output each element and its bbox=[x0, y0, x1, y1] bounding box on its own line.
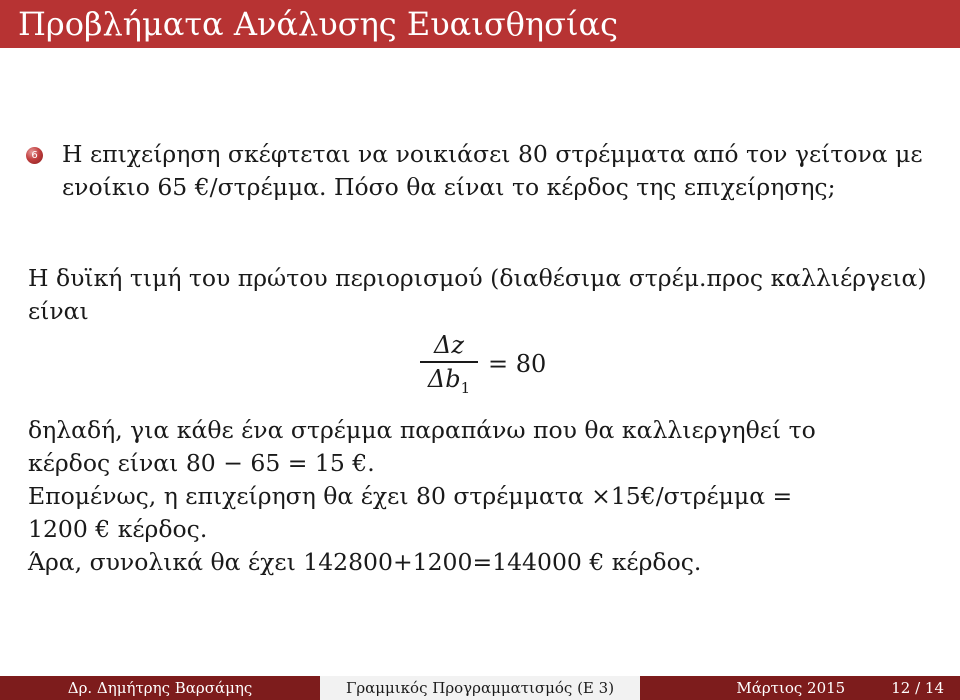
formula-dual-price bbox=[420, 326, 546, 402]
fraction-denominator bbox=[422, 363, 476, 397]
footer-page-number: 12 / 14 bbox=[891, 679, 944, 697]
paragraph-line: Επομένως, η επιχείρηση θα έχει 80 στρέμματα ×15€/στρέμμα = bbox=[28, 482, 793, 510]
item-number-bullet: 6 bbox=[26, 147, 43, 164]
slide-footer bbox=[0, 676, 960, 700]
item-text: Η επιχείρηση σκέφτεται να νοικιάσει 80 στρέμματα από τον γείτονα με ενοίκιο 65 €/στρέμμα. Πόσο θα είναι το κέρδος της επιχείρησης; bbox=[62, 140, 923, 201]
enumerated-item bbox=[31, 138, 932, 204]
formula-equals-value: = 80 bbox=[488, 350, 547, 378]
paragraph-dual-price: Η δυϊκή τιμή του πρώτου περιορισμού (διαθέσιμα στρέμ.προς καλλιέργεια) είναι bbox=[28, 264, 927, 325]
paragraph-line: Άρα, συνολικά θα έχει 142800+1200=144000 € κέρδος. bbox=[28, 548, 702, 576]
paragraph-profit bbox=[28, 414, 932, 579]
denominator-base: Δb bbox=[427, 364, 461, 393]
footer-right bbox=[640, 676, 960, 700]
slide-title-bar bbox=[0, 0, 960, 48]
paragraph-line: 1200 € κέρδος. bbox=[28, 515, 208, 543]
slide-title: Προβλήματα Ανάλυσης Ευαισθησίας bbox=[18, 5, 619, 43]
denominator-subscript: 1 bbox=[460, 378, 471, 397]
footer-date: Μάρτιος 2015 bbox=[736, 679, 846, 697]
fraction-numerator: Δz bbox=[434, 331, 464, 360]
paragraph-line: δηλαδή, για κάθε ένα στρέμμα παραπάνω που θα καλλιεργηθεί το bbox=[28, 416, 816, 444]
footer-course: Γραμμικός Προγραμματισμός (Ε 3) bbox=[320, 676, 640, 700]
fraction bbox=[420, 331, 478, 396]
footer-author: Δρ. Δημήτρης Βαρσάμης bbox=[0, 676, 320, 700]
paragraph-line: κέρδος είναι 80 − 65 = 15 €. bbox=[28, 449, 375, 477]
